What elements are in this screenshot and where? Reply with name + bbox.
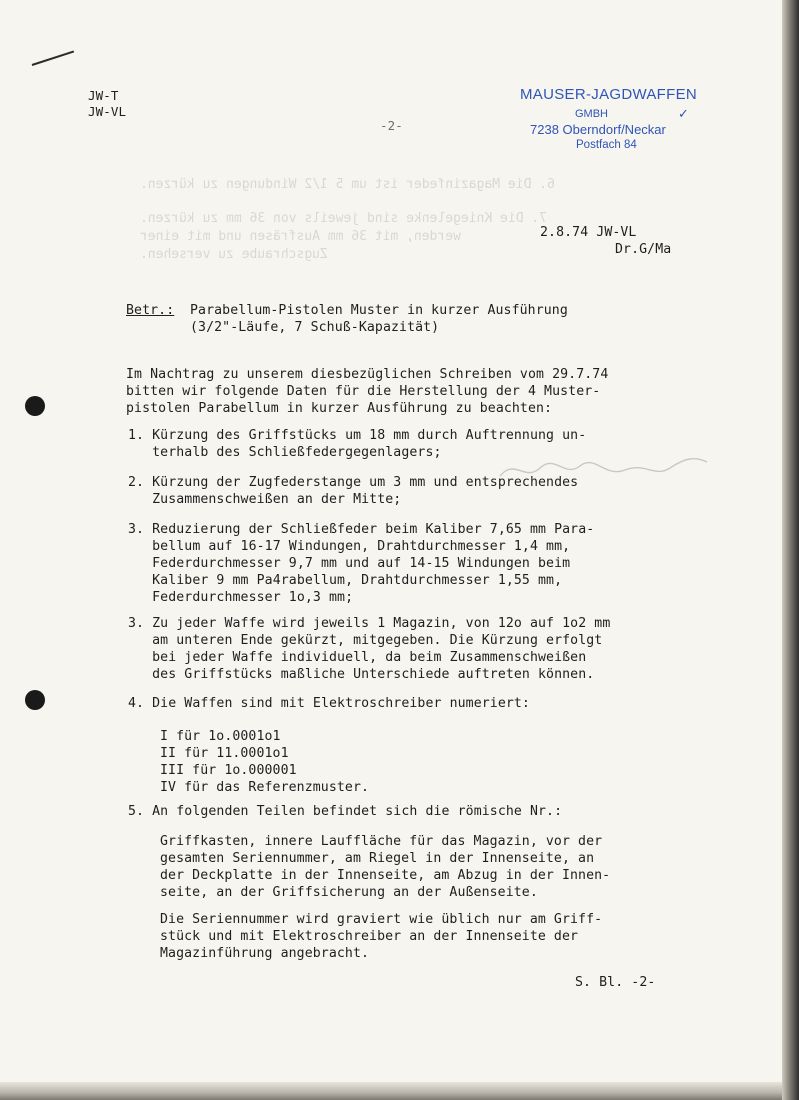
list-item-line: Kaliber 9 mm Pa4rabellum, Drahtdurchmesser 1,55 mm, xyxy=(128,573,563,588)
date-line: 2.8.74 JW-VL xyxy=(540,225,637,240)
bleed-through-line: werden, mit 36 mm Ausfräsen und mit einer xyxy=(140,229,485,244)
bleed-through-line: 6. Die Magazinfeder ist um 5 1/2 Windungen zu kürzen. xyxy=(140,177,555,192)
list-item-line: bei jeder Waffe individuell, da beim Zusammenschweißen xyxy=(128,650,587,665)
page-marker: -2- xyxy=(380,118,403,133)
list-item-line: am unteren Ende gekürzt, mitgegeben. Die Kürzung erfolgt xyxy=(128,633,603,648)
list-item-line: Zusammenschweißen an der Mitte; xyxy=(128,492,402,507)
serial-number-entry: IV für das Referenzmuster. xyxy=(160,780,370,795)
company-stamp-legal-form: GMBH xyxy=(575,108,608,120)
subject-line: (3/2"-Läufe, 7 Schuß-Kapazität) xyxy=(190,320,440,335)
list-item-line: 3. Reduzierung der Schließfeder beim Kaliber 7,65 mm Para- xyxy=(128,522,595,537)
list-item-line: 1. Kürzung des Griffstücks um 18 mm durch Auftrennung un- xyxy=(128,428,587,443)
pen-stroke-mark xyxy=(32,50,74,65)
subject-line: Parabellum-Pistolen Muster in kurzer Ausführung xyxy=(190,303,568,318)
subject-label: Betr.: xyxy=(126,303,175,318)
list-item-line: 4. Die Waffen sind mit Elektroschreiber numeriert: xyxy=(128,696,530,711)
reference-code: JW-T xyxy=(88,88,119,103)
check-mark-icon: ✓ xyxy=(678,106,689,121)
body-text-line: Magazinführung angebracht. xyxy=(160,946,370,961)
punch-hole-top xyxy=(25,396,45,416)
body-text-line: gesamten Seriennummer, am Riegel in der Innenseite, an xyxy=(160,851,595,866)
list-item-line: 5. An folgenden Teilen befindet sich die römische Nr.: xyxy=(128,804,563,819)
body-text-line: Die Seriennummer wird graviert wie üblich nur am Griff- xyxy=(160,912,603,927)
serial-number-entry: I für 1o.0001o1 xyxy=(160,729,281,744)
list-item-line: des Griffstücks maßliche Unterschiede auftreten können. xyxy=(128,667,595,682)
serial-number-entry: III für 1o.000001 xyxy=(160,763,297,778)
bleed-through-line: Zugschraube zu versehen. xyxy=(140,247,352,262)
list-item-line: bellum auf 16-17 Windungen, Drahtdurchmesser 1,4 mm, xyxy=(128,539,571,554)
company-stamp-city: 7238 Oberndorf/Neckar xyxy=(530,122,666,137)
serial-number-entry: II für 11.0001o1 xyxy=(160,746,289,761)
body-text-line: Griffkasten, innere Lauffläche für das Magazin, vor der xyxy=(160,834,603,849)
body-text-line: der Deckplatte in der Innenseite, am Abzug in der Innen- xyxy=(160,868,611,883)
author-initials: Dr.G/Ma xyxy=(615,242,672,257)
continuation-note: S. Bl. -2- xyxy=(575,975,656,990)
list-item-line: Federdurchmesser 1o,3 mm; xyxy=(128,590,354,605)
list-item-line: terhalb des Schließfedergegenlagers; xyxy=(128,445,442,460)
intro-line: Im Nachtrag zu unserem diesbezüglichen Schreiben vom 29.7.74 xyxy=(126,367,609,382)
list-item-line: 2. Kürzung der Zugfederstange um 3 mm und entsprechendes xyxy=(128,475,579,490)
company-stamp-name: MAUSER-JAGDWAFFEN xyxy=(520,86,698,103)
intro-line: pistolen Parabellum in kurzer Ausführung zu beachten: xyxy=(126,401,553,416)
punch-hole-bottom xyxy=(25,690,45,710)
company-stamp-postbox: Postfach 84 xyxy=(576,139,637,151)
reference-code: JW-VL xyxy=(88,104,127,119)
list-item-line: Federdurchmesser 9,7 mm und auf 14-15 Windungen beim xyxy=(128,556,571,571)
bleed-through-line: 7. Die Kniegelenke sind jeweils von 36 mm zu kürzen. xyxy=(140,211,547,226)
list-item-line: 3. Zu jeder Waffe wird jeweils 1 Magazin, von 12o auf 1o2 mm xyxy=(128,616,611,631)
scan-edge-right xyxy=(782,0,799,1100)
scan-edge-bottom xyxy=(0,1082,782,1100)
intro-line: bitten wir folgende Daten für die Herstellung der 4 Muster- xyxy=(126,384,601,399)
body-text-line: stück und mit Elektroschreiber an der Innenseite der xyxy=(160,929,579,944)
body-text-line: seite, an der Griffsicherung an der Außenseite. xyxy=(160,885,538,900)
